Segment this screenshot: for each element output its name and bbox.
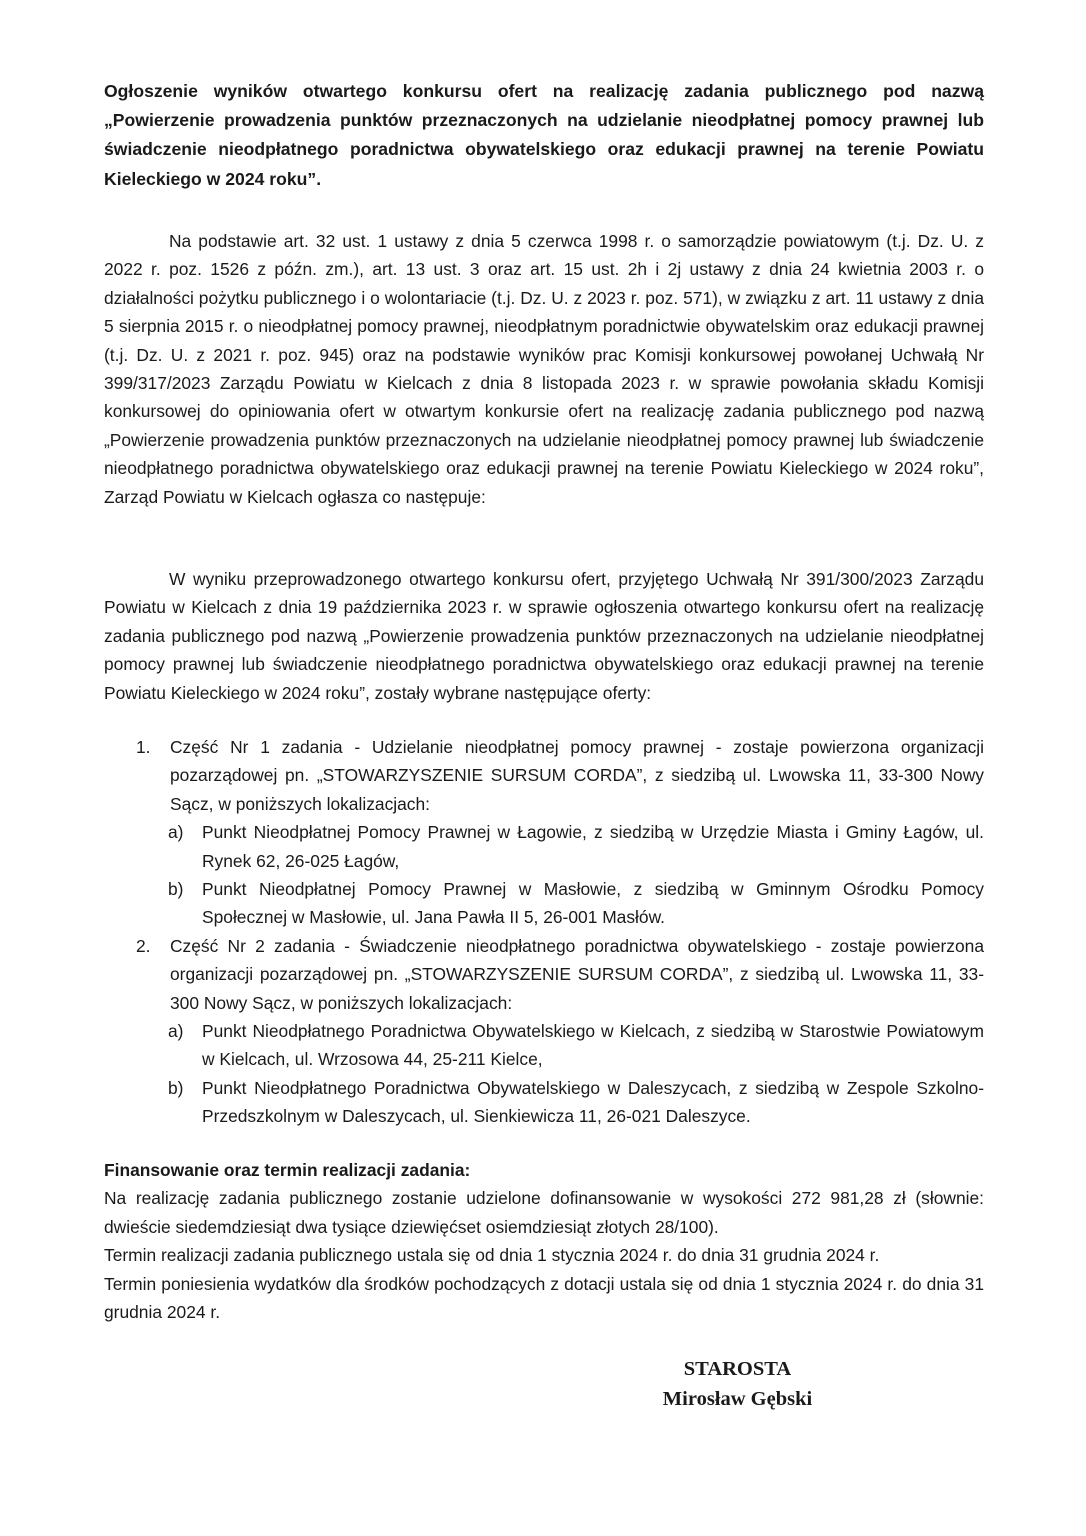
list-item-text: Część Nr 2 zadania - Świadczenie nieodpłatnego poradnictwa obywatelskiego - zostaje powierzona organizacji pozarządowej pn. „STOWARZYSZENIE SURSUM CORDA”, z siedzibą ul. Lwowska 11, 33-300 Nowy Sącz, w poniższych lokalizacjach: <box>170 935 984 1013</box>
realization-term: Termin realizacji zadania publicznego ustala się od dnia 1 stycznia 2024 r. do dnia 31 grudnia 2024 r. <box>104 1245 880 1266</box>
legal-basis-paragraph: Na podstawie art. 32 ust. 1 ustawy z dnia 5 czerwca 1998 r. o samorządzie powiatowym (t.j. Dz. U. z 2022 r. poz. 1526 z późn. zm.), art. 13 ust. 3 oraz art. 15 ust. 2h i 2j ustawy z dnia 24 kwietnia 2003 r. o działalności pożytku publicznego i o wolontariacie (t.j. Dz. U. z 2023 r. poz. 571), w związku z art. 11 ustawy z dnia 5 sierpnia 2015 r. o nieodpłatnej pomocy prawnej, nieodpłatnym poradnictwie obywatelskim oraz edukacji prawnej (t.j. Dz. U. z 2021 r. poz. 945) oraz na podstawie wyników prac Komisji konkursowej powołanej Uchwałą Nr 399/317/2023 Zarządu Powiatu w Kielcach z dnia 8 listopada 2023 r. w sprawie powołania składu Komisji konkursowej do opiniowania ofert w otwartym konkursie ofert na realizację zadania publicznego pod nazwą „Powierzenie prowadzenia punktów przeznaczonych na udzielanie nieodpłatnej pomocy prawnej lub świadczenie nieodpłatnego poradnictwa obywatelskiego oraz edukacji prawnej na terenie Powiatu Kieleckiego w 2024 roku”, Zarząd Powiatu w Kielcach ogłasza co następuje: <box>104 231 984 507</box>
sub-list-letter: b) <box>168 879 184 900</box>
sub-list-text: Punkt Nieodpłatnego Poradnictwa Obywatelskiego w Kielcach, z siedzibą w Starostwie Powiatowym w Kielcach, ul. Wrzosowa 44, 25-211 Kielce, <box>202 1021 984 1070</box>
list-item <box>104 932 984 1131</box>
sub-list-letter: b) <box>168 1077 184 1098</box>
sub-list-letter: a) <box>168 822 184 843</box>
sub-list-item <box>104 1074 984 1131</box>
selected-offers-list <box>104 733 984 1131</box>
financing-amount: Na realizację zadania publicznego zostanie udzielone dofinansowanie w wysokości 272 981,28 zł (słownie: dwieście siedemdziesiąt dwa tysiące dziewięćset osiemdziesiąt złotych 28/100). <box>104 1188 984 1237</box>
sub-list-text: Punkt Nieodpłatnego Poradnictwa Obywatelskiego w Daleszycach, z siedzibą w Zespole Szkolno-Przedszkolnym w Daleszycach, ul. Sienkiewicza 11, 26-021 Daleszyce. <box>202 1077 984 1127</box>
expenditure-term: Termin poniesienia wydatków dla środków pochodzących z dotacji ustala się od dnia 1 stycznia 2024 r. do dnia 31 grudnia 2024 r. <box>104 1273 984 1323</box>
sub-list-letter: a) <box>168 1021 184 1042</box>
sub-list-item <box>104 875 984 932</box>
list-item-number: 2. <box>136 935 151 956</box>
announcement-title: Ogłoszenie wyników otwartego konkursu ofert na realizację zadania publicznego pod nazwą „Powierzenie prowadzenia punktów przeznaczonych na udzielanie nieodpłatnej pomocy prawnej lub świadczenie nieodpłatnego poradnictwa obywatelskiego oraz edukacji prawnej na terenie Powiatu Kieleckiego w 2024 roku”. <box>104 81 984 189</box>
sub-list-item <box>104 1017 984 1074</box>
list-item-text: Część Nr 1 zadania - Udzielanie nieodpłatnej pomocy prawnej - zostaje powierzona organizacji pozarządowej pn. „STOWARZYSZENIE SURSUM CORDA”, z siedzibą ul. Lwowska 11, 33-300 Nowy Sącz, w poniższych lokalizacjach: <box>170 737 984 814</box>
signature-block <box>620 1354 855 1414</box>
financing-section <box>104 1156 984 1326</box>
signature-role: STAROSTA <box>683 1358 792 1380</box>
contest-result-paragraph: W wyniku przeprowadzonego otwartego konkursu ofert, przyjętego Uchwałą Nr 391/300/2023 Zarządu Powiatu w Kielcach z dnia 19 października 2023 r. w sprawie ogłoszenia otwartego konkursu ofert na realizację zadania publicznego pod nazwą „Powierzenie prowadzenia punktów przeznaczonych na udzielanie nieodpłatnej pomocy prawnej lub świadczenie nieodpłatnego poradnictwa obywatelskiego oraz edukacji prawnej na terenie Powiatu Kieleckiego w 2024 roku”, zostały wybrane następujące oferty: <box>104 569 984 703</box>
sub-list-text: Punkt Nieodpłatnej Pomocy Prawnej w Łagowie, z siedzibą w Urzędzie Miasta i Gminy Łagów, ul. Rynek 62, 26-025 Łagów, <box>202 822 984 871</box>
sub-list-text: Punkt Nieodpłatnej Pomocy Prawnej w Masłowie, z siedzibą w Gminnym Ośrodku Pomocy Społecznej w Masłowie, ul. Jana Pawła II 5, 26-001 Masłów. <box>202 879 984 928</box>
list-item-number: 1. <box>136 737 151 757</box>
list-item <box>104 733 984 932</box>
signature-name: Mirosław Gębski <box>662 1388 813 1410</box>
financing-heading: Finansowanie oraz termin realizacji zadania: <box>104 1160 471 1180</box>
sub-list-item <box>104 818 984 875</box>
